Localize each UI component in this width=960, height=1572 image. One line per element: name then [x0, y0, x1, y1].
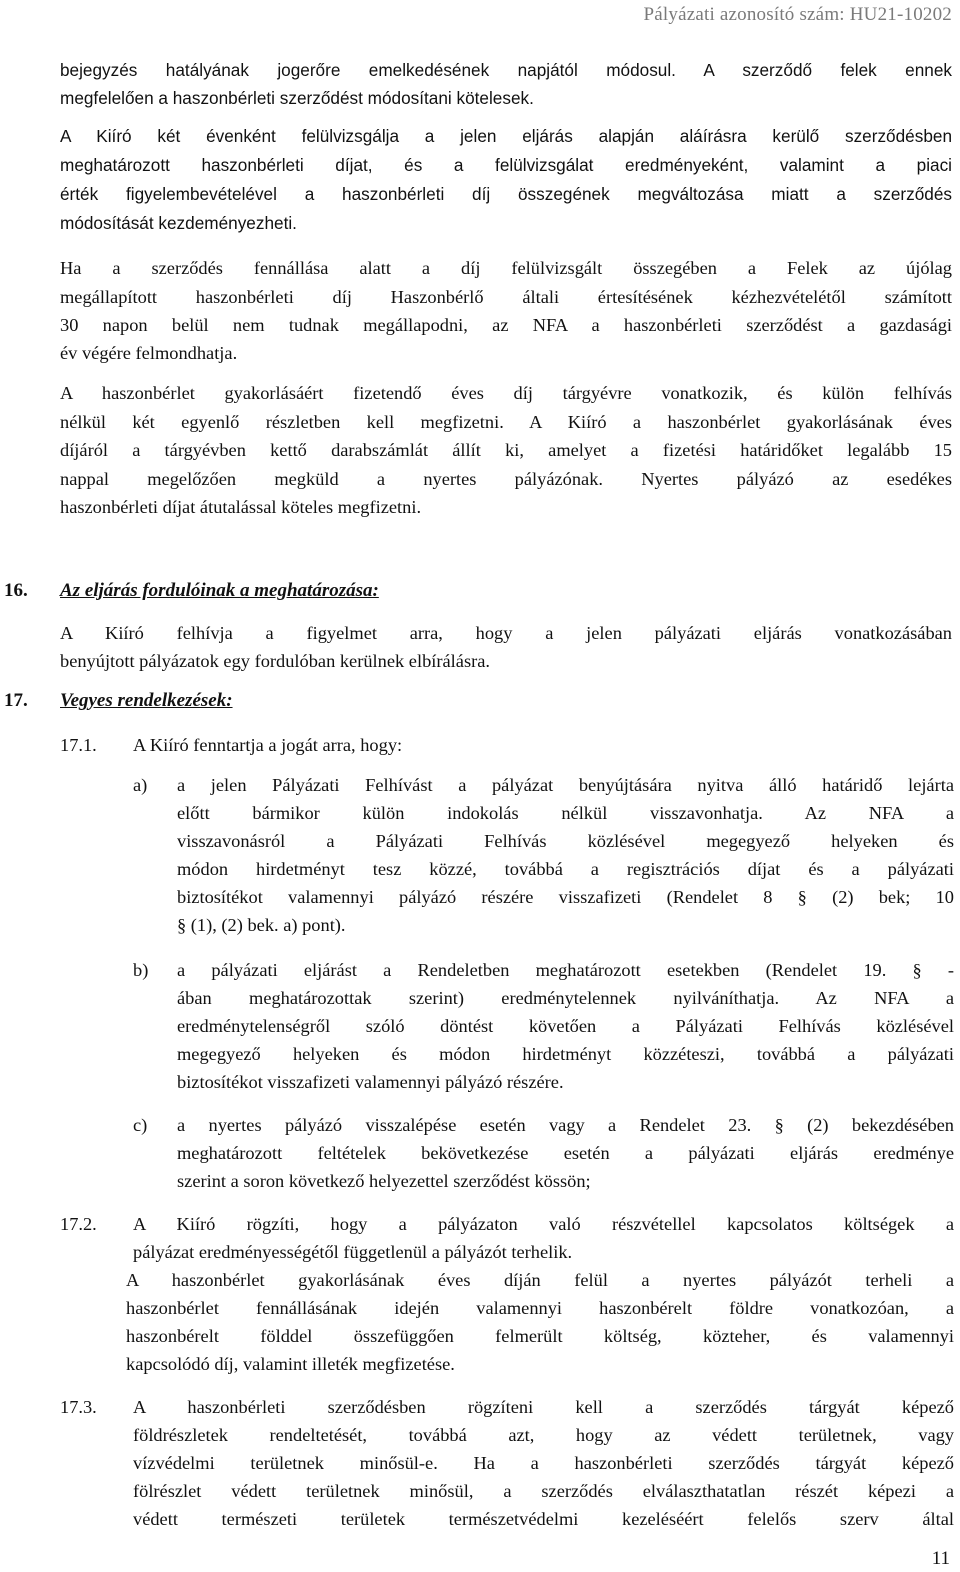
list-item-line: megegyező helyeken és módon hirdetményt közzéteszi, továbbá a pályázati: [177, 1044, 954, 1064]
list-item-line: módon hirdetményt tesz közzé, továbbá a regisztrációs díjat és a pályázati: [177, 859, 954, 879]
paragraph-line: díjáról a tárgyévben kettő darabszámlát állít ki, amelyet a fizetési határidőket legalább 15: [60, 440, 952, 460]
paragraph-line: haszonbérelt földdel összefüggően felmerült költség, közteher, és valamennyi: [126, 1326, 954, 1346]
paragraph-line: A Kiíró felhívja a figyelmet arra, hogy a jelen pályázati eljárás vonatkozásában: [60, 623, 952, 643]
paragraph-line: A Kiíró rögzíti, hogy a pályázaton való részvétellel kapcsolatos költségek a: [133, 1214, 954, 1234]
paragraph-line: védett természeti területek természetvédelmi kezeléséért felelős szerv által: [133, 1509, 954, 1529]
paragraph-line: bejegyzés hatályának jogerőre emelkedésének napjától módosul. A szerződő felek ennek: [60, 60, 952, 80]
list-item-line: szerint a soron következő helyezettel szerződést kössön;: [177, 1171, 591, 1191]
paragraph-line: meghatározott haszonbérleti díjat, és a felülvizsgálat eredményeként, valamint a piaci: [60, 155, 952, 175]
paragraph-line: nélkül két egyenlő részletben kell megfizetni. A Kiíró a haszonbérlet gyakorlásának éves: [60, 412, 952, 432]
section-17-number: 17.: [4, 690, 28, 711]
paragraph-line: megállapított haszonbérleti díj Haszonbérlő általi értesítésének kézhezvételétől számított: [60, 287, 952, 307]
list-item-line: előtt bármikor külön indokolás nélkül visszavonhatja. Az NFA a: [177, 803, 954, 823]
paragraph-line: fölrészlet védett területnek minősül, a szerződés elválaszthatatlan részét képezi a: [133, 1481, 954, 1501]
paragraph-line: megfelelően a haszonbérleti szerződést módosítani kötelesek.: [60, 88, 534, 108]
paragraph-line: A Kiíró két évenként felülvizsgálja a jelen eljárás alapján aláírásra kerülő szerződésben: [60, 126, 952, 146]
subsection-17-1-intro: A Kiíró fenntartja a jogát arra, hogy:: [133, 735, 403, 755]
list-item-line: ában meghatározottak szerint) eredménytelennek nyilváníthatja. Az NFA a: [177, 988, 954, 1008]
paragraph-line: nappal megelőzően megküld a nyertes pályázónak. Nyertes pályázó az esedékes: [60, 469, 952, 489]
paragraph-line: haszonbérlet fennállásának idején valamennyi haszonbérelt földre vonatkozóan, a: [126, 1298, 954, 1318]
paragraph-line: kapcsolódó díj, valamint illeték megfizetése.: [126, 1354, 455, 1374]
paragraph-line: vízvédelmi területnek minősül-e. Ha a haszonbérleti szerződés tárgyát képező: [133, 1453, 954, 1473]
subsection-17-2-number: 17.2.: [60, 1214, 97, 1234]
paragraph-line: A haszonbérleti szerződésben rögzíteni kell a szerződés tárgyát képező: [133, 1397, 954, 1417]
subsection-17-1-number: 17.1.: [60, 735, 97, 755]
list-item-line: visszavonásról a Pályázati Felhívás közlésével megegyező helyeken és: [177, 831, 954, 851]
list-item-line: a jelen Pályázati Felhívást a pályázat benyújtására nyitva álló határidő lejárta: [177, 775, 954, 795]
list-item-line: biztosítékot visszafizeti valamennyi pályázó részére.: [177, 1072, 564, 1092]
section-16-title-text: Az eljárás fordulóinak a meghatározása:: [60, 580, 379, 601]
paragraph-line: A haszonbérlet gyakorlásának éves díján felül a nyertes pályázót terheli a: [126, 1270, 954, 1290]
subsection-17-3-number: 17.3.: [60, 1397, 97, 1417]
paragraph-line: módosítását kezdeményezheti.: [60, 213, 297, 233]
list-marker-b: b): [133, 960, 149, 980]
list-item-line: a pályázati eljárást a Rendeletben meghatározott esetekben (Rendelet 19. § -: [177, 960, 954, 980]
list-item-line: a nyertes pályázó visszalépése esetén vagy a Rendelet 23. § (2) bekezdésében: [177, 1115, 954, 1135]
paragraph-line: érték figyelembevételével a haszonbérleti díj összegének megváltozása miatt a szerződés: [60, 184, 952, 204]
paragraph-line: földrészletek rendeltetését, továbbá azt, hogy az védett területnek, vagy: [133, 1425, 954, 1445]
list-item-line: meghatározott feltételek bekövetkezése esetén a pályázati eljárás eredménye: [177, 1143, 954, 1163]
section-16-number: 16.: [4, 580, 28, 601]
paragraph-line: pályázat eredményességétől függetlenül a pályázót terhelik.: [133, 1242, 573, 1262]
paragraph-line: benyújtott pályázatok egy fordulóban kerülnek elbírálásra.: [60, 651, 490, 671]
page-number: 11: [931, 1548, 950, 1569]
paragraph-line: haszonbérleti díjat átutalással köteles megfizetni.: [60, 497, 422, 517]
paragraph-line: Ha a szerződés fennállása alatt a díj felülvizsgált összegében a Felek az újólag: [60, 258, 952, 278]
paragraph-line: év végére felmondhatja.: [60, 343, 238, 363]
list-item-line: eredménytelenségről szóló döntést követően a Pályázati Felhívás közlésével: [177, 1016, 954, 1036]
header-tender-id: Pályázati azonosító szám: HU21-10202: [643, 4, 952, 25]
section-17-title: Vegyes rendelkezések:: [60, 690, 233, 711]
list-item-line: § (1), (2) bek. a) pont).: [177, 915, 346, 935]
list-marker-a: a): [133, 775, 148, 795]
list-item-line: biztosítékot valamennyi pályázó részére visszafizeti (Rendelet 8 § (2) bek; 10: [177, 887, 954, 907]
list-marker-c: c): [133, 1115, 148, 1135]
paragraph-line: 30 napon belül nem tudnak megállapodni, az NFA a haszonbérleti szerződést a gazdasági: [60, 315, 952, 335]
paragraph-line: A haszonbérlet gyakorlásáért fizetendő éves díj tárgyévre vonatkozik, és külön felhívás: [60, 383, 952, 403]
